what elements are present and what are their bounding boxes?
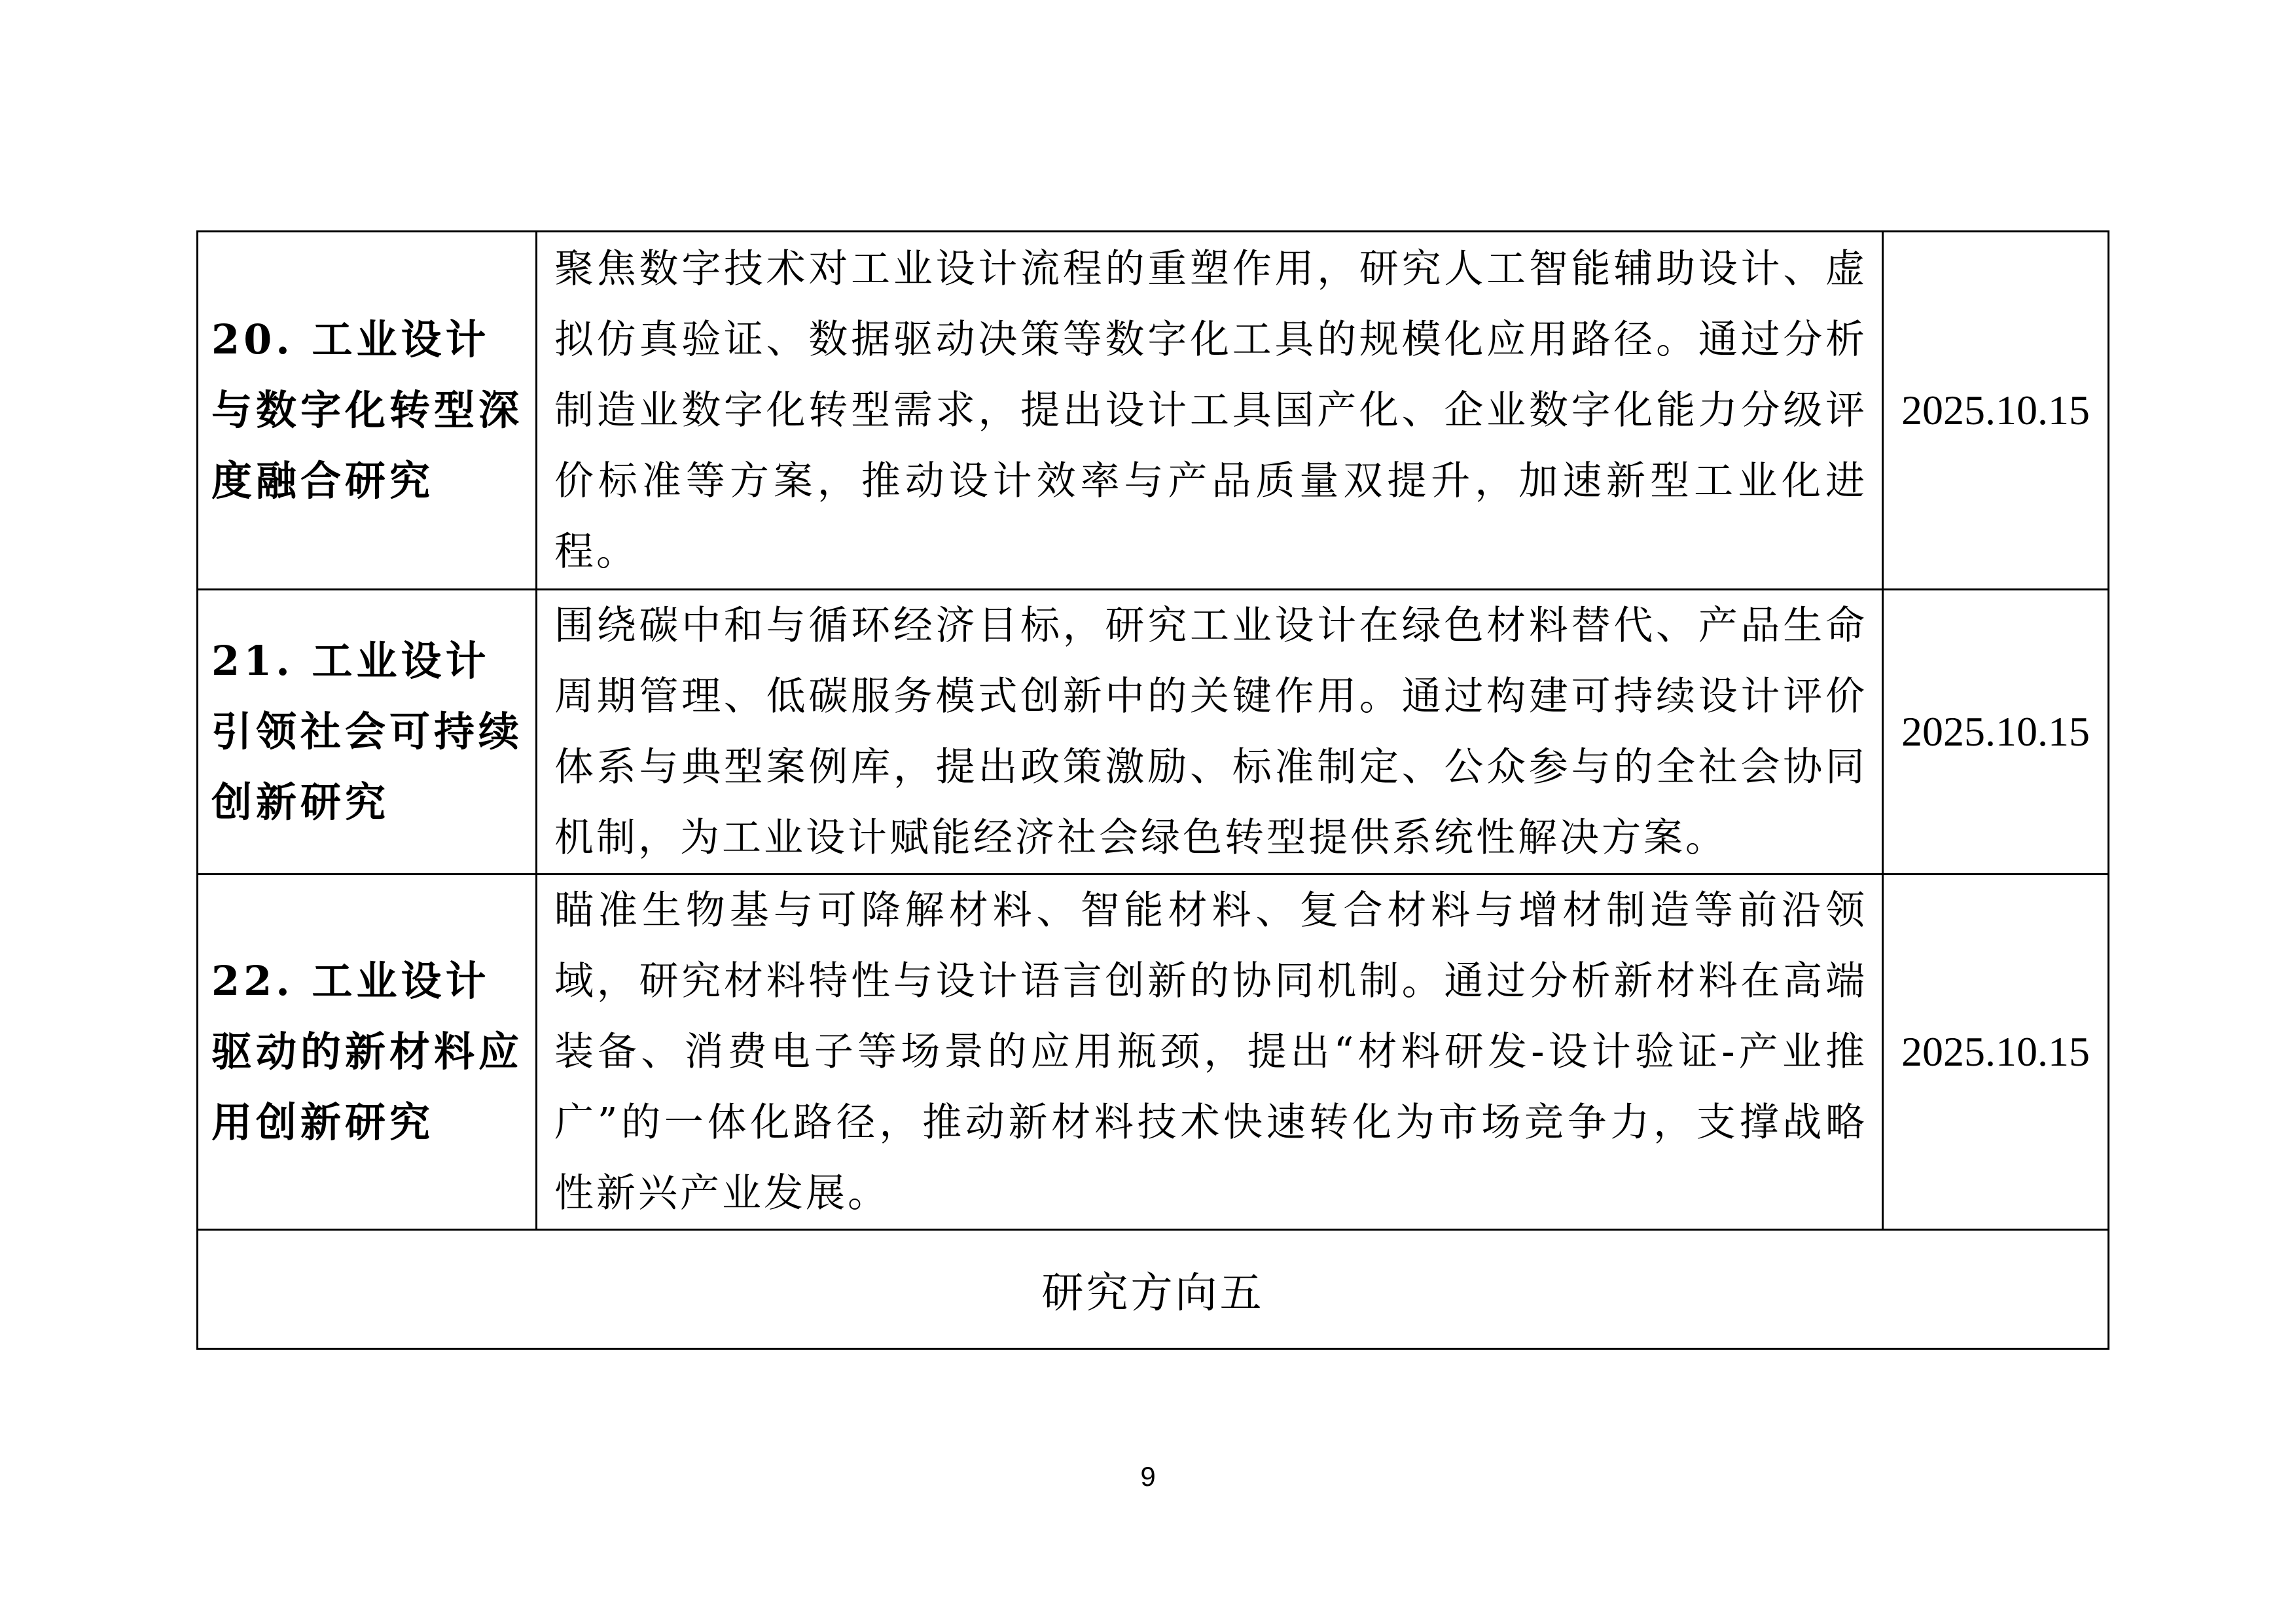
table-row — [198, 875, 2109, 1230]
topic-date: 2025.10.15 — [1883, 875, 2109, 1230]
topic-description: 围绕碳中和与循环经济目标，研究工业设计在绿色材料替代、产品生命周期管理、低碳服务模式创新中的关键作用。通过构建可持续设计评价体系与典型案例库，提出政策激励、标准制定、公众参与的全社会协同机制，为工业设计赋能经济社会绿色转型提供系统性解决方案。 — [537, 590, 1883, 875]
table-row — [198, 232, 2109, 590]
topic-title: 22. 工业设计驱动的新材料应用创新研究 — [198, 875, 537, 1230]
topic-date: 2025.10.15 — [1883, 590, 2109, 875]
section-heading: 研究方向五 — [198, 1230, 2109, 1349]
topic-title: 20. 工业设计与数字化转型深度融合研究 — [198, 232, 537, 590]
page-number: 9 — [1140, 1461, 1156, 1492]
topic-title: 21. 工业设计引领社会可持续创新研究 — [198, 590, 537, 875]
section-row — [198, 1230, 2109, 1349]
topic-description: 瞄准生物基与可降解材料、智能材料、复合材料与增材制造等前沿领域，研究材料特性与设计语言创新的协同机制。通过分析新材料在高端装备、消费电子等场景的应用瓶颈，提出“材料研发-设计验证-产业推广”的一体化路径，推动新材料技术快速转化为市场竞争力，支撑战略性新兴产业发展。 — [537, 875, 1883, 1230]
topic-date: 2025.10.15 — [1883, 232, 2109, 590]
topic-description: 聚焦数字技术对工业设计流程的重塑作用，研究人工智能辅助设计、虚拟仿真验证、数据驱动决策等数字化工具的规模化应用路径。通过分析制造业数字化转型需求，提出设计工具国产化、企业数字化能力分级评价标准等方案，推动设计效率与产品质量双提升，加速新型工业化进程。 — [537, 232, 1883, 590]
research-topics-table — [196, 230, 2109, 1350]
table-row — [198, 590, 2109, 875]
